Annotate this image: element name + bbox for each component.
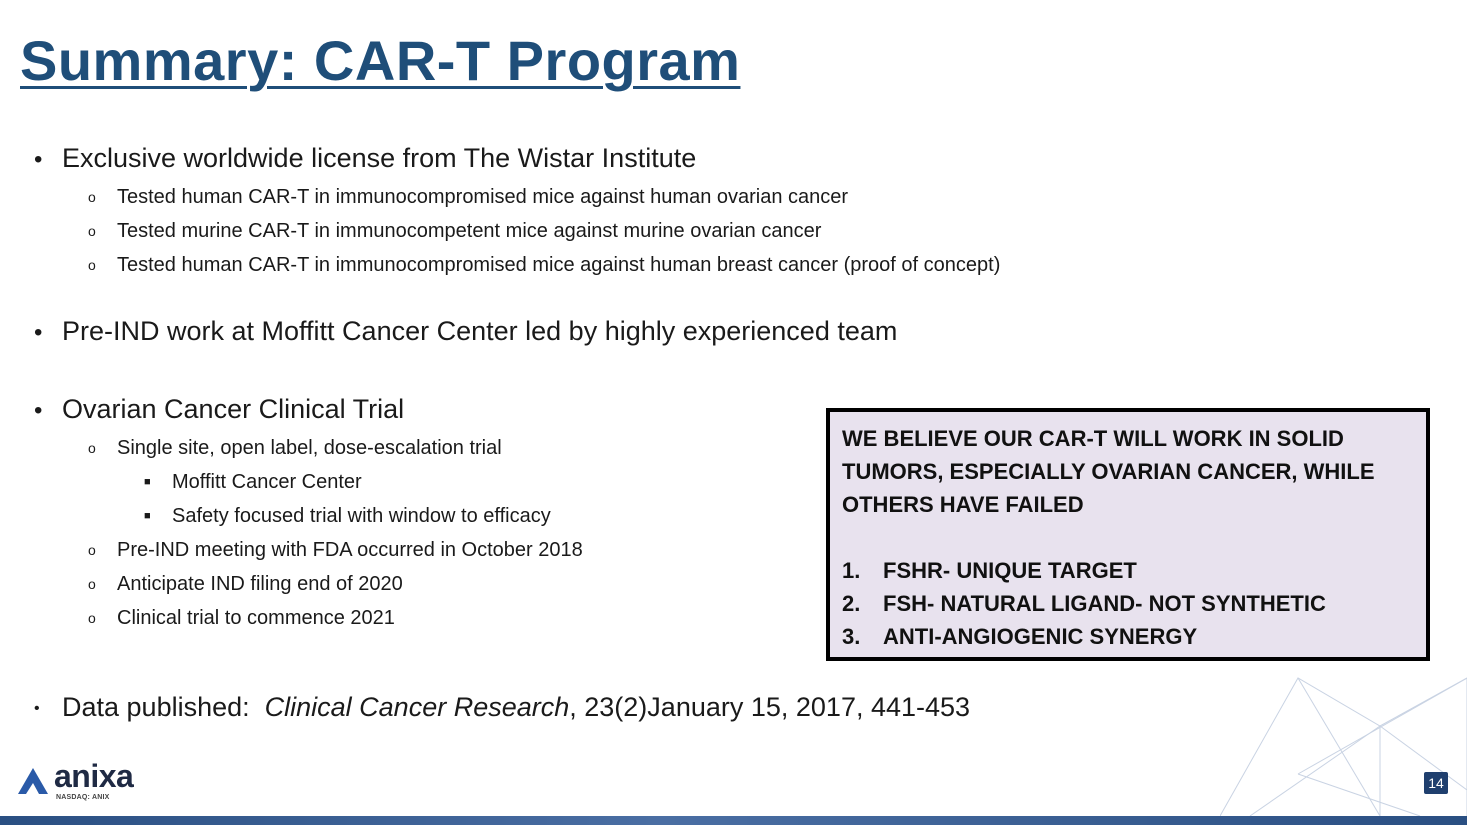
sub-bullet <box>88 186 848 209</box>
sub-bullet-text: Tested murine CAR-T in immunocompetent mice against murine ovarian cancer <box>117 220 822 242</box>
callout-line: OTHERS HAVE FAILED <box>842 492 1084 517</box>
citation-prefix: Data published: <box>62 692 265 722</box>
sub-bullet-text: Single site, open label, dose-escalation trial <box>117 437 502 459</box>
sub-bullet <box>88 573 403 596</box>
list-number: 2. <box>842 591 861 616</box>
list-number: 3. <box>842 624 861 649</box>
logo-ticker: NASDAQ: ANIX <box>56 794 110 801</box>
circle-bullet-icon: o <box>88 610 96 626</box>
list-text: FSH- NATURAL LIGAND- NOT SYNTHETIC <box>883 591 1326 616</box>
circle-bullet-icon: o <box>88 223 96 239</box>
sub-sub-bullet <box>144 471 362 494</box>
sub-bullet-text: Pre-IND meeting with FDA occurred in October 2018 <box>117 539 583 561</box>
bullet-data-published <box>34 692 970 723</box>
bullet-pre-ind <box>34 316 897 347</box>
bullet-dot-icon: • <box>34 319 43 346</box>
bullet-text: Pre-IND work at Moffitt Cancer Center led by highly experienced team <box>62 316 898 346</box>
sub-sub-bullet-text: Safety focused trial with window to efficacy <box>172 505 551 527</box>
list-text: FSHR- UNIQUE TARGET <box>883 558 1137 583</box>
sub-bullet <box>88 607 395 630</box>
circle-bullet-icon: o <box>88 440 96 456</box>
list-text: ANTI-ANGIOGENIC SYNERGY <box>883 624 1198 649</box>
sub-bullet-text: Tested human CAR-T in immunocompromised mice against human ovarian cancer <box>117 186 849 208</box>
bullet-dot-icon: • <box>34 397 43 424</box>
citation-suffix: , 23(2)January 15, 2017, 441-453 <box>569 692 971 722</box>
callout-list-item <box>842 620 1414 653</box>
sub-bullet <box>88 437 502 460</box>
sub-bullet <box>88 539 583 562</box>
logo-wordmark: anixa <box>54 758 134 794</box>
circle-bullet-icon: o <box>88 257 96 273</box>
list-number: 1. <box>842 558 861 583</box>
square-bullet-icon: ■ <box>144 476 151 488</box>
footer-bar <box>0 816 1467 825</box>
sub-sub-bullet <box>144 505 551 528</box>
circle-bullet-icon: o <box>88 189 96 205</box>
callout-line: WE BELIEVE OUR CAR-T WILL WORK IN SOLID <box>842 426 1344 451</box>
sub-bullet-text: Clinical trial to commence 2021 <box>117 607 395 629</box>
sub-bullet-text: Anticipate IND filing end of 2020 <box>117 573 403 595</box>
logo-triangle-icon <box>16 766 50 796</box>
callout-box <box>826 408 1430 661</box>
sub-bullet <box>88 220 821 243</box>
page-number: 14 <box>1424 772 1448 794</box>
sub-bullet-text: Tested human CAR-T in immunocompromised mice against human breast cancer (proof of concept) <box>117 254 1001 276</box>
circle-bullet-icon: o <box>88 542 96 558</box>
circle-bullet-icon: o <box>88 576 96 592</box>
callout-list-item <box>842 554 1414 587</box>
sub-sub-bullet-text: Moffitt Cancer Center <box>172 471 362 493</box>
journal-name: Clinical Cancer Research <box>264 692 570 722</box>
bullet-text: Ovarian Cancer Clinical Trial <box>62 394 405 424</box>
sub-bullet <box>88 254 1000 277</box>
bullet-clinical-trial <box>34 394 404 425</box>
bullet-dot-icon: • <box>34 700 40 717</box>
callout-line: TUMORS, ESPECIALLY OVARIAN CANCER, WHILE <box>842 459 1375 484</box>
callout-list-item <box>842 587 1414 620</box>
bullet-text: Exclusive worldwide license from The Wistar Institute <box>62 143 697 173</box>
square-bullet-icon: ■ <box>144 510 151 522</box>
slide-title: Summary: CAR-T Program <box>20 29 741 92</box>
bullet-license <box>34 143 696 174</box>
company-logo <box>16 758 146 802</box>
bullet-dot-icon: • <box>34 146 43 173</box>
decorative-wireframe-graphic <box>1220 670 1467 816</box>
